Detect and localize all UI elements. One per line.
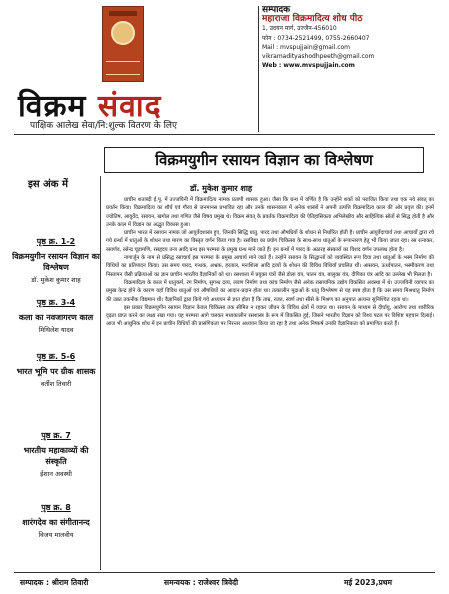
contents-page: पृष्ठ क्र. 1-2 [36, 237, 76, 246]
contents-title: विक्रमयुगीन रसायन विज्ञान का विश्लेषण [12, 252, 100, 272]
article-title: विक्रमयुगीन रसायन विज्ञान का विश्लेषण [104, 147, 424, 173]
article-paragraph: प्राचीन शताब्दी ई.पू. में उज्जयिनी में विक्रमादित्य नामक प्रतापी शासक हुआ। जैसा कि ग्रन्थ में वर्णित है कि उन्होंने शकों को पराजित किया तथा एक नये संवत् का प्रवर्तन किया। विक्रमादित्य का शौर्य एवं गौरव से जनमानस प्रभावित रहा और उनके शासनकाल में अनेक शास्त्रों ने अपनी उत्पत्ति विक्रमादित्य काल की ओर प्रवृत्त की। इनमें ज्योतिष, आयुर्वेद, रसायन, खगोल तथा गणित जैसे विषय प्रमुख थे। विक्रम संवत् के प्रवर्तक विक्रमादित्य की ऐतिहासिकता अभिलेखीय और साहित्यिक स्रोतों से सिद्ध होती है और उनके काल में विज्ञान का अद्भुत विकास हुआ। [106, 197, 434, 228]
contact-block [262, 6, 448, 70]
footer [14, 576, 435, 590]
phone: फोन : 0734-2521499, 0755-2660407 [262, 34, 370, 42]
footer-date: मई 2023,प्रथम [344, 578, 393, 587]
contents-author: डॉ. मुकेश कुमार शाह [31, 276, 81, 284]
contents-title: शारंगदेव का संगीतानन्द [22, 518, 90, 527]
contents-title: कला का नवजागरण काल [18, 313, 94, 322]
contents-title: भारतीय महाकाव्यों की संस्कृति [23, 446, 89, 466]
contents-heading: इस अंक में [28, 179, 68, 190]
masthead-tagline: पाक्षिक आलेख सेवा/नि:शुल्क वितरण के लिए [30, 121, 177, 131]
institute-logo [102, 6, 144, 82]
article-body [106, 196, 434, 568]
organization-name: महाराजा विक्रमादित्य शोध पीठ [262, 14, 363, 25]
article-paragraph: विक्रमादित्य के काल में धातुकर्म, रंग निर्माण, सुगन्ध द्रव्य, लवण निर्माण तथा कांच निर्माण जैसे अनेक रासायनिक उद्योग विकसित अवस्था में थे। उज्जयिनी व्यापार का प्रमुख केन्द्र होने के कारण यहाँ विविध धातुओं एवं औषधियों का आदान-प्रदान होता था। तत्कालीन मुद्राओं के धातु विश्लेषण से यह स्पष्ट होता है कि उस समय मिश्रधातु निर्माण की उन्नत तकनीक विद्यमान थी। वैज्ञानिकों द्वारा किये गये अध्ययन से ज्ञात होता है कि ताम्र, रजत, स्वर्ण तथा सीसे के मिश्रण का अनुपात अत्यन्त सुनिश्चित रहता था। [106, 279, 434, 303]
contents-author: मिथिलेश यादव [38, 326, 74, 334]
header-divider [258, 6, 259, 132]
contents-item[interactable] [12, 297, 100, 334]
contents-title: भारत भूमि पर ग्रीक शासक [16, 367, 96, 376]
column-divider [100, 176, 101, 570]
footer-coordinator: समन्वयक : राजेश्वर त्रिवेदी [164, 578, 239, 587]
article-paragraph: नागार्जुन के नाम से प्रसिद्ध रसाचार्य इस परम्परा के प्रमुख आचार्य माने जाते हैं। उन्होंने रसायन के सिद्धान्तों को व्यवस्थित रूप दिया तथा धातुओं के भस्म निर्माण की विधियों का प्रतिपादन किया। उस समय पारद, गन्धक, अभ्रक, हरताल, मनःशिला आदि द्रव्यों के शोधन की विविध विधियाँ प्रचलित थीं। आसवन, ऊर्ध्वपातन, भस्मीकरण तथा निस्तापन जैसी प्रक्रियाओं का ज्ञान प्राचीन भारतीय वैज्ञानिकों को था। रसशाला में प्रयुक्त यंत्रों जैसे डोला यंत्र, पातन यंत्र, बालुका यंत्र, दीपिका यंत्र आदि का उल्लेख भी मिलता है। [106, 255, 434, 278]
header-rule [14, 134, 435, 135]
contents-item[interactable] [12, 502, 100, 539]
masthead-part2: संवाद [97, 89, 162, 124]
contents-author: वर्तीश तिवारी [40, 380, 72, 388]
article-paragraph: प्राचीन भारत में रसायन नामक जो आयुर्वेदशास्त्र हुए, जिनकी सिद्धि धातु, पारद तथा औषधियों के शोधन से निर्धारित होती है। प्राचीन आयुर्वेदाचार्य तथा आचार्यों द्वारा रचे गये ग्रन्थों में धातुओं के शोधन तथा मारण का विस्तृत वर्णन किया गया है। रसविद्या का प्रयोग चिकित्सा के साथ-साथ धातुओं के रूपान्तरण हेतु भी किया जाता रहा। रस रत्नाकर, रसार्णव, रसेन्द्र चूडामणि, रसहृदय तन्त्र आदि ग्रन्थ इस परम्परा के प्रमुख ग्रन्थ माने जाते हैं। इन ग्रन्थों में पारद के अठारह संस्कारों का विशद वर्णन उपलब्ध होता है। [106, 230, 434, 253]
contents-item[interactable] [12, 236, 100, 284]
contents-page: पृष्ठ क्र. 7 [41, 431, 71, 440]
article-author: डॉ. मुकेश कुमार शाह [190, 184, 253, 193]
contents-page: पृष्ठ क्र. 8 [41, 503, 71, 512]
editor-label: सम्पादक [262, 5, 291, 15]
contents-author: ईशान अवस्थी [40, 470, 72, 478]
email-secondary[interactable]: vikramadityashodhpeeth@gmail.com [262, 53, 375, 61]
contents-item[interactable] [12, 351, 100, 388]
masthead-part1: विक्रम [18, 89, 87, 124]
address: 1, उदयन मार्ग, उज्जैन-456010 [262, 25, 337, 33]
email[interactable]: Mail : mvspujjain@gmail.com [262, 43, 351, 51]
contents-page: पृष्ठ क्र. 3-4 [36, 298, 76, 307]
article-paragraph: इस प्रकार विक्रमयुगीन रसायन विज्ञान केवल चिकित्सा तक सीमित न रहकर जीवन के विविध क्षेत्रों में व्याप्त था। रसायन के माध्यम से दीर्घायु, आरोग्य तथा शारीरिक दृढ़ता प्राप्त करने का लक्ष्य रखा गया। यह परम्परा आगे चलकर मध्यकालीन रसशास्त्र के रूप में विकसित हुई, जिसने भारतीय विज्ञान को विश्व पटल पर विशिष्ट पहचान दिलाई। आज भी आधुनिक शोध में इन प्राचीन विधियों की प्रासंगिकता पर निरन्तर अध्ययन किया जा रहा है तथा अनेक निष्कर्ष उनकी वैज्ञानिकता को प्रमाणित करते हैं। [106, 304, 434, 328]
footer-editor: सम्पादक : श्रीराम तिवारी [20, 578, 89, 587]
footer-rule [14, 572, 435, 573]
contents-page: पृष्ठ क्र. 5-6 [36, 352, 76, 361]
contents-author: विजय मालवीय [38, 531, 74, 539]
contents-item[interactable] [12, 430, 100, 478]
website[interactable]: Web : www.mvspujjain.com [262, 62, 355, 70]
